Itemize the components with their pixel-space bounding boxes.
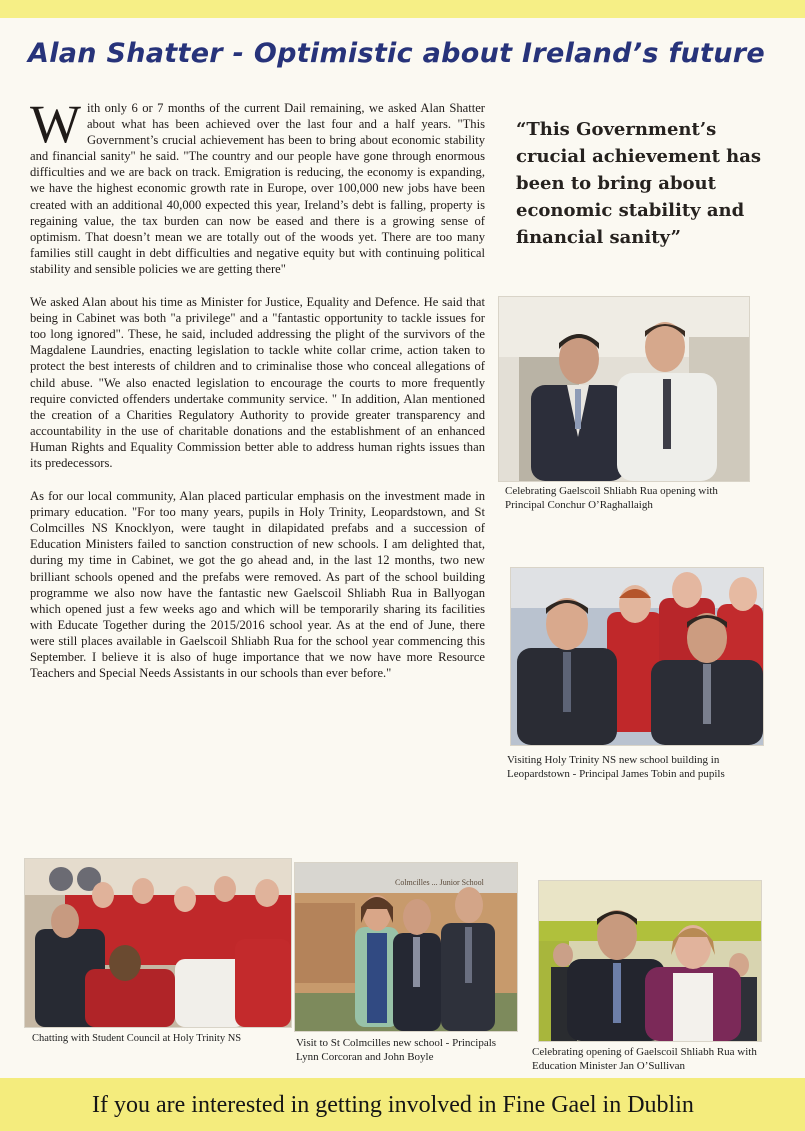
caption-gaelscoil-opening: Celebrating Gaelscoil Shliabh Rua opening with Principal Conchur O’Raghallaigh xyxy=(505,485,718,511)
photo-student-council xyxy=(24,858,292,1028)
photo-gaelscoil-opening xyxy=(498,296,750,482)
photo-holy-trinity-visit xyxy=(510,567,764,746)
photo-holy-trinity-visit-image xyxy=(511,568,763,745)
pull-quote: “This Government’s crucial achievement has been to bring about economic stability and financial sanity” xyxy=(516,119,762,248)
photo-gaelscoil-opening-image xyxy=(499,297,749,481)
top-yellow-band xyxy=(0,0,805,18)
caption-student-council: Chatting with Student Council at Holy Trinity NS xyxy=(32,1033,242,1044)
photo-st-colmcilles-image xyxy=(295,863,517,1031)
drop-cap: W xyxy=(30,94,81,154)
photo-student-council-image xyxy=(25,859,291,1027)
article-paragraph-1: With only 6 or 7 months of the current Dail remaining, we asked Alan Shatter about what has been achieved over the last four and a half years. "This Government’s crucial achievement has been to bring about economic stability and financial sanity" he said. "The country and our people have gone through enormous difficulties and we are back on track. Emigration is reducing, the economy is expanding, we have the highest economic growth rate in Europe, over 100,000 new jobs have been created with an additional 40,000 expected this year, Ireland’s debt is falling, property is regaining value, the tax burden can now be eased and there is a growing sense of optimism. That doesn’t mean we are totally out of the woods yet. There are too many families still caught in debt difficulties and negative equity but with continuing political stability and sensible policies we are getting there" xyxy=(30,94,485,276)
caption-holy-trinity-visit: Visiting Holy Trinity NS new school building in Leopardstown - Principal James Tobin and pupils xyxy=(507,754,725,780)
photo-minister-opening-image xyxy=(539,881,761,1041)
photo-minister-opening xyxy=(538,880,762,1042)
article-paragraph-3: As for our local community, Alan placed particular emphasis on the investment made in primary education. "For too many years, pupils in Holy Trinity, Leopardstown, and St Colmcilles NS Knocklyon, were taught in dilapidated prefabs and a succession of Education Ministers failed to sanction construction of new schools. I am delighted that, during my time in Cabinet, we got the go ahead and, in the last 12 months, two new brilliant schools opened and the prefabs were removed. As part of the school building programme we also now have the fantastic new Gaelscoil Shliabh Rua in Ballyogan which opened just a few weeks ago and which will be temporarily sharing its facilities with Educate Together during the 2015/2016 school year. As at the end of June, there were still places available in Gaelscoil Shliabh Rua for the school year commencing this September. I believe it is also of huge importance that we now have more Resource Teachers and Special Needs Assistants in our schools than ever before." xyxy=(30,489,485,681)
caption-st-colmcilles: Visit to St Colmcilles new school - Principals Lynn Corcoran and John Boyle xyxy=(296,1037,497,1063)
article-body xyxy=(30,94,485,698)
footer-call-to-action[interactable]: If you are interested in getting involved in Fine Gael in Dublin xyxy=(92,1092,694,1118)
article-paragraph-2: We asked Alan about his time as Minister for Justice, Equality and Defence. He said that being in Cabinet was both "a privilege" and a "fantastic opportunity to tackle issues for too long ignored". These, he said, included addressing the plight of the survivors of the Magdalene Laundries, enacting legislation to tackle white collar crime, action taken to protect the best interests of children and to criminalise those who conceal allegations of child abuse. "We also enacted legislation to encourage the courts to more frequently require convicted offenders undertake community service. " In addition, Alan mentioned the creation of a Charities Regulatory Authority to provide greater transparency and accountability in the use of charitable donations and the establishment of an enhanced Human Rights and Equality Commission better able to address human rights issues than its predecessors. xyxy=(30,295,485,470)
school-sign-text: Colmcilles ... Junior School xyxy=(395,878,484,887)
caption-minister-opening: Celebrating opening of Gaelscoil Shliabh Rua with Education Minister Jan O’Sullivan xyxy=(532,1046,757,1072)
photo-st-colmcilles xyxy=(294,862,518,1032)
page-title: Alan Shatter - Optimistic about Ireland’s future xyxy=(28,38,765,69)
